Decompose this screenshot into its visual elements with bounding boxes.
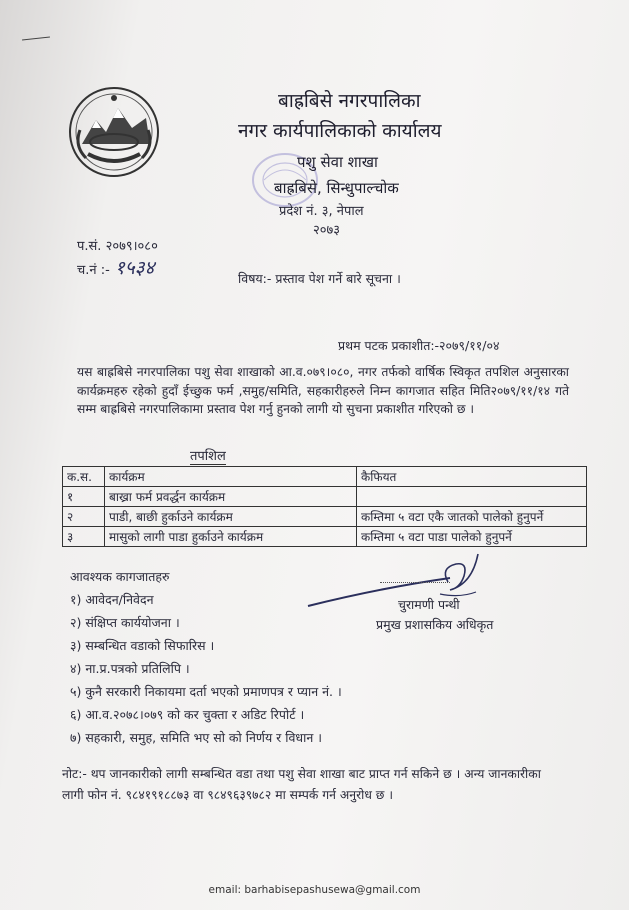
subject-line: विषय:- प्रस्ताव पेश गर्ने बारे सूचना । — [238, 271, 401, 286]
cell-sn: ३ — [63, 527, 105, 547]
list-item: ३) सम्बन्धित वडाको सिफारिस । — [70, 638, 215, 653]
signatory-name: चुरामणी पन्थी — [398, 597, 460, 612]
contact-email: email: barhabisepashusewa@gmail.com — [208, 884, 421, 896]
cell-remarks: कम्तिमा ५ वटा पाडा पालेको हुनुपर्ने — [357, 527, 587, 547]
cell-sn: २ — [63, 507, 105, 527]
cell-sn: १ — [63, 487, 105, 507]
table-row — [63, 527, 587, 547]
reference-chn — [77, 254, 154, 280]
program-table — [62, 466, 587, 547]
cell-program: बाख्रा फर्म प्रवर्द्धन कार्यक्रम — [105, 487, 357, 507]
office-location: बाह्रबिसे, सिन्धुपाल्चोक — [274, 179, 399, 197]
office-name: नगर कार्यपालिकाको कार्यालय — [238, 120, 442, 142]
nepal-emblem-icon — [66, 84, 162, 180]
header-cell-remarks: कैफियत — [357, 467, 587, 487]
list-item: २) संक्षिप्त कार्ययोजना । — [70, 615, 180, 630]
chn-value: १५३४ — [114, 257, 155, 279]
signature-line — [380, 582, 450, 583]
notice-body: यस बाह्रबिसे नगरपालिका पशु सेवा शाखाको आ.व.०७९।०८०, नगर तर्फको वार्षिक स्विकृत तपशिल अनुसारका कार्यक्रमहरु रहेको हुदाँ ईच्छुक फर्म ,समुह/समिति, सहकारीहरुले निम्न कागजात सहित मिति२०७९/११/१४ गते सम्म बाह्रबिसे नगरपालिकामा प्रस्ताव पेश गर्नु हुनको लागी यो सुचना प्रकाशीत गरिएको छ । — [77, 365, 569, 416]
table-row — [63, 507, 587, 527]
cell-program: मासुको लागी पाडा हुर्काउने कार्यक्रम — [105, 527, 357, 547]
established-year: २०७३ — [313, 223, 341, 238]
publish-date: प्रथम पटक प्रकाशीत:-२०७९/११/०४ — [338, 338, 500, 353]
list-item: ७) सहकारी, समुह, समिति भए सो को निर्णय र विधान । — [70, 730, 323, 745]
table-header-row — [63, 467, 587, 487]
reference-ps — [77, 236, 158, 254]
ps-label: प.सं. — [77, 239, 102, 254]
table-row — [63, 487, 587, 507]
chn-label: च.नं :- — [77, 263, 110, 278]
corner-mark — [22, 37, 50, 41]
cell-program: पाडी, बाछी हुर्काउने कार्यक्रम — [105, 507, 357, 527]
table-title: तपशिल — [190, 446, 226, 465]
municipality-name: बाह्रबिसे नगरपालिका — [278, 90, 421, 112]
header-cell-sn: क.स. — [63, 467, 105, 487]
cell-remarks — [357, 487, 587, 507]
list-item: ५) कुनै सरकारी निकायमा दर्ता भएको प्रमाणपत्र र प्यान नं. । — [70, 684, 342, 699]
list-item: १) आवेदन/निवेदन — [70, 592, 154, 607]
note-text: नोट:- थप जानकारीको लागी सम्बन्धित वडा तथा पशु सेवा शाखा बाट प्राप्त गर्न सकिने छ । अन्य जानकारीका लागी फोन नं. ९८४१९१८८७३ वा ९८४९६३९७८२ मा सम्पर्क गर्न अनुरोध छ । — [62, 767, 541, 802]
cell-remarks: कम्तिमा ५ वटा एकै जातको पालेको हुनुपर्ने — [357, 507, 587, 527]
header-cell-program: कार्यक्रम — [105, 467, 357, 487]
list-item: ४) ना.प्र.पत्रको प्रतिलिपि । — [70, 661, 190, 676]
list-item: ६) आ.व.२०७८।०७९ को कर चुक्ता र अडिट रिपोर्ट । — [70, 707, 305, 722]
province-line: प्रदेश नं. ३, नेपाल — [279, 204, 364, 219]
signatory-title: प्रमुख प्रशासकिय अधिकृत — [376, 617, 494, 632]
ps-value: २०७९।०८० — [105, 239, 158, 254]
requirements-title: आवश्यक कागजातहरु — [70, 569, 170, 584]
branch-name: पशु सेवा शाखा — [297, 153, 378, 171]
